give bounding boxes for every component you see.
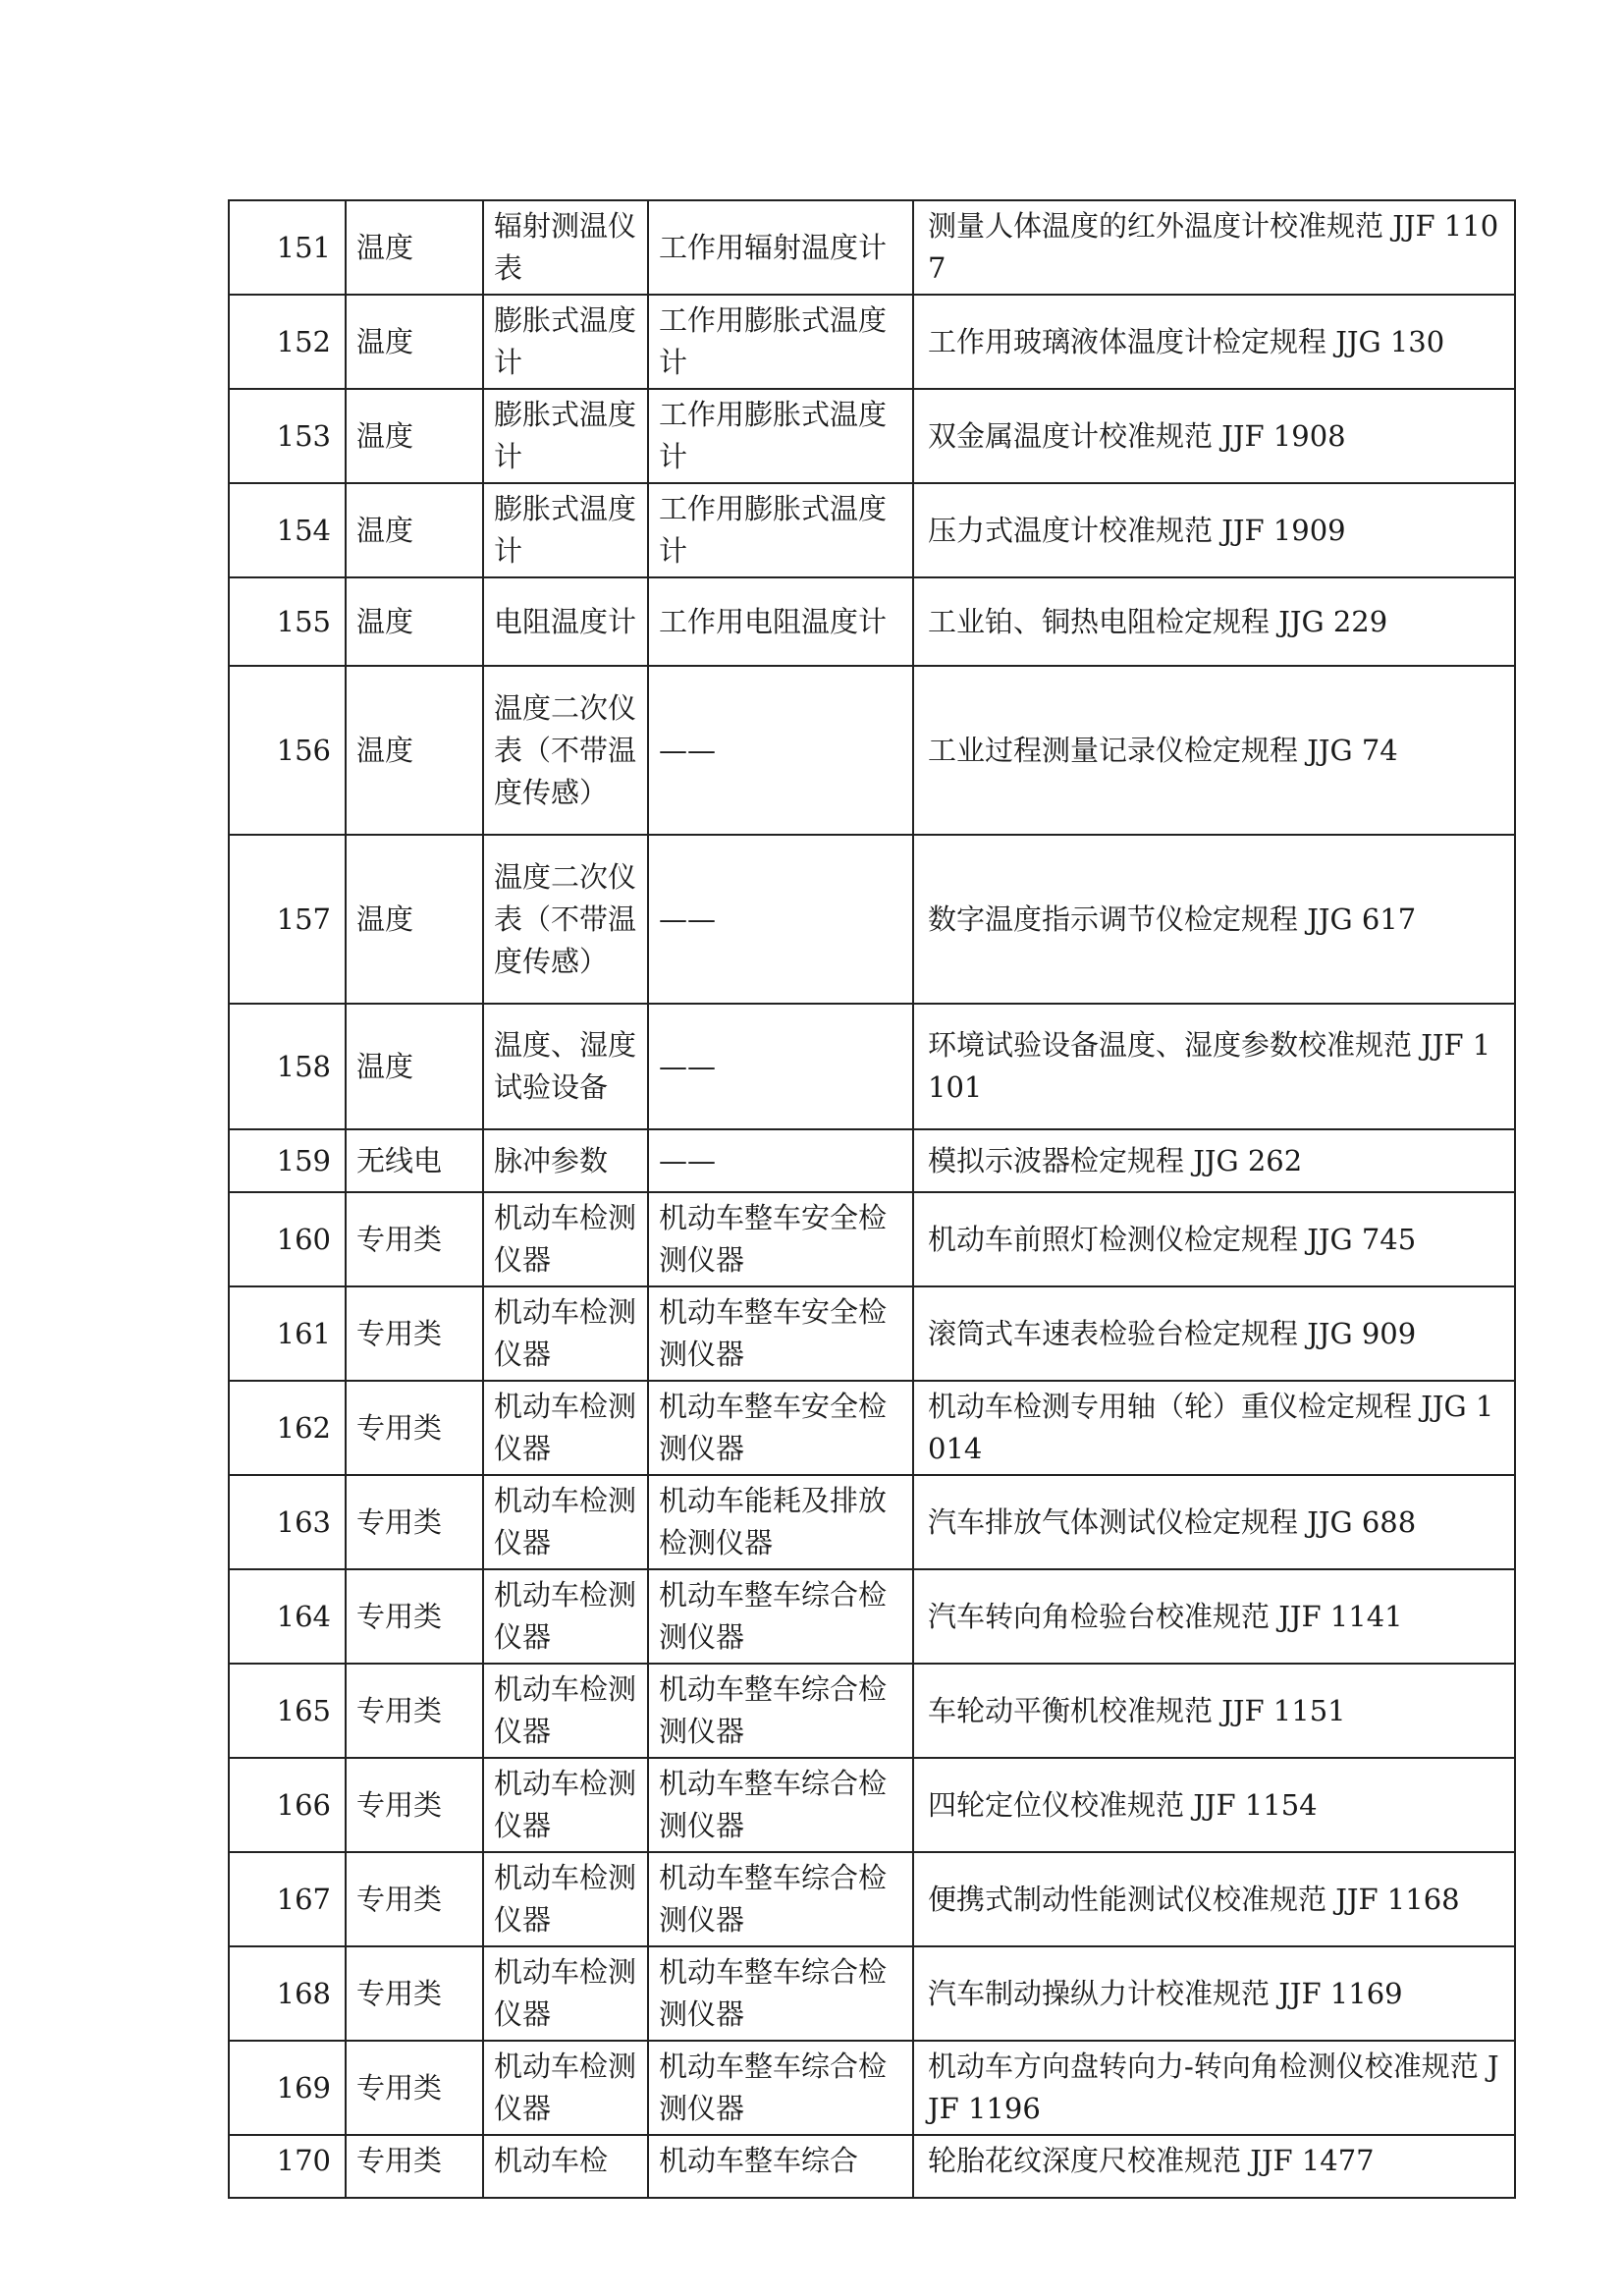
table-row bbox=[229, 1286, 1515, 1381]
category-cell: 温度 bbox=[346, 483, 483, 577]
sub-item-cell: 工作用膨胀式温度计 bbox=[648, 483, 913, 577]
category-cell: 专用类 bbox=[346, 2135, 483, 2198]
row-number: 164 bbox=[229, 1569, 346, 1664]
table-row bbox=[229, 577, 1515, 666]
category-cell: 温度 bbox=[346, 1004, 483, 1129]
standard-cell: 工业过程测量记录仪检定规程 JJG 74 bbox=[913, 666, 1515, 835]
table-row bbox=[229, 295, 1515, 389]
item-cell: 机动车检测仪器 bbox=[483, 1569, 648, 1664]
item-cell: 辐射测温仪表 bbox=[483, 200, 648, 295]
standard-cell: 车轮动平衡机校准规范 JJF 1151 bbox=[913, 1664, 1515, 1758]
row-number: 151 bbox=[229, 200, 346, 295]
standard-cell: 工作用玻璃液体温度计检定规程 JJG 130 bbox=[913, 295, 1515, 389]
table-row bbox=[229, 2041, 1515, 2135]
table-row bbox=[229, 1852, 1515, 1946]
sub-item-cell: 机动车能耗及排放检测仪器 bbox=[648, 1475, 913, 1569]
table-row bbox=[229, 1758, 1515, 1852]
table-row bbox=[229, 2135, 1515, 2198]
item-cell: 机动车检测仪器 bbox=[483, 1664, 648, 1758]
row-number: 152 bbox=[229, 295, 346, 389]
standard-cell: 工业铂、铜热电阻检定规程 JJG 229 bbox=[913, 577, 1515, 666]
standard-cell: 机动车方向盘转向力-转向角检测仪校准规范 JJF 1196 bbox=[913, 2041, 1515, 2135]
category-cell: 温度 bbox=[346, 835, 483, 1004]
table-row bbox=[229, 1381, 1515, 1475]
standard-cell: 数字温度指示调节仪检定规程 JJG 617 bbox=[913, 835, 1515, 1004]
sub-item-cell: 机动车整车综合检测仪器 bbox=[648, 1664, 913, 1758]
table-row bbox=[229, 835, 1515, 1004]
sub-item-cell: —— bbox=[648, 1129, 913, 1192]
row-number: 153 bbox=[229, 389, 346, 483]
row-number: 161 bbox=[229, 1286, 346, 1381]
category-cell: 温度 bbox=[346, 295, 483, 389]
sub-item-cell: —— bbox=[648, 666, 913, 835]
row-number: 167 bbox=[229, 1852, 346, 1946]
standards-table bbox=[228, 199, 1516, 2199]
sub-item-cell: 工作用电阻温度计 bbox=[648, 577, 913, 666]
table-row bbox=[229, 1475, 1515, 1569]
category-cell: 温度 bbox=[346, 666, 483, 835]
table-row bbox=[229, 1569, 1515, 1664]
standard-cell: 汽车转向角检验台校准规范 JJF 1141 bbox=[913, 1569, 1515, 1664]
category-cell: 专用类 bbox=[346, 1192, 483, 1286]
sub-item-cell: 机动车整车安全检测仪器 bbox=[648, 1381, 913, 1475]
sub-item-cell: 机动车整车综合检测仪器 bbox=[648, 2041, 913, 2135]
row-number: 170 bbox=[229, 2135, 346, 2198]
sub-item-cell: —— bbox=[648, 835, 913, 1004]
row-number: 158 bbox=[229, 1004, 346, 1129]
item-cell: 机动车检测仪器 bbox=[483, 1475, 648, 1569]
row-number: 155 bbox=[229, 577, 346, 666]
category-cell: 温度 bbox=[346, 389, 483, 483]
standard-cell: 测量人体温度的红外温度计校准规范 JJF 1107 bbox=[913, 200, 1515, 295]
sub-item-cell: 机动车整车综合检测仪器 bbox=[648, 1852, 913, 1946]
sub-item-cell: 机动车整车综合检测仪器 bbox=[648, 1758, 913, 1852]
row-number: 162 bbox=[229, 1381, 346, 1475]
table-row bbox=[229, 1664, 1515, 1758]
table-row bbox=[229, 389, 1515, 483]
standard-cell: 机动车检测专用轴（轮）重仪检定规程 JJG 1014 bbox=[913, 1381, 1515, 1475]
item-cell: 膨胀式温度计 bbox=[483, 483, 648, 577]
standard-cell: 滚筒式车速表检验台检定规程 JJG 909 bbox=[913, 1286, 1515, 1381]
sub-item-cell: 机动车整车安全检测仪器 bbox=[648, 1192, 913, 1286]
row-number: 160 bbox=[229, 1192, 346, 1286]
table-row bbox=[229, 483, 1515, 577]
item-cell: 膨胀式温度计 bbox=[483, 295, 648, 389]
table-row bbox=[229, 1129, 1515, 1192]
category-cell: 温度 bbox=[346, 200, 483, 295]
item-cell: 机动车检测仪器 bbox=[483, 1758, 648, 1852]
standard-cell: 压力式温度计校准规范 JJF 1909 bbox=[913, 483, 1515, 577]
item-cell: 机动车检测仪器 bbox=[483, 1192, 648, 1286]
row-number: 166 bbox=[229, 1758, 346, 1852]
category-cell: 温度 bbox=[346, 577, 483, 666]
item-cell: 机动车检测仪器 bbox=[483, 2041, 648, 2135]
item-cell: 电阻温度计 bbox=[483, 577, 648, 666]
sub-item-cell: 机动车整车综合 bbox=[648, 2135, 913, 2198]
sub-item-cell: 机动车整车安全检测仪器 bbox=[648, 1286, 913, 1381]
standard-cell: 模拟示波器检定规程 JJG 262 bbox=[913, 1129, 1515, 1192]
standard-cell: 双金属温度计校准规范 JJF 1908 bbox=[913, 389, 1515, 483]
item-cell: 机动车检测仪器 bbox=[483, 1852, 648, 1946]
row-number: 168 bbox=[229, 1946, 346, 2041]
standard-cell: 汽车排放气体测试仪检定规程 JJG 688 bbox=[913, 1475, 1515, 1569]
item-cell: 脉冲参数 bbox=[483, 1129, 648, 1192]
category-cell: 专用类 bbox=[346, 1946, 483, 2041]
item-cell: 机动车检测仪器 bbox=[483, 1381, 648, 1475]
row-number: 154 bbox=[229, 483, 346, 577]
row-number: 165 bbox=[229, 1664, 346, 1758]
item-cell: 膨胀式温度计 bbox=[483, 389, 648, 483]
sub-item-cell: 机动车整车综合检测仪器 bbox=[648, 1569, 913, 1664]
row-number: 157 bbox=[229, 835, 346, 1004]
table-row bbox=[229, 666, 1515, 835]
item-cell: 温度二次仪表（不带温度传感） bbox=[483, 666, 648, 835]
row-number: 169 bbox=[229, 2041, 346, 2135]
row-number: 159 bbox=[229, 1129, 346, 1192]
item-cell: 温度二次仪表（不带温度传感） bbox=[483, 835, 648, 1004]
category-cell: 专用类 bbox=[346, 1664, 483, 1758]
category-cell: 无线电 bbox=[346, 1129, 483, 1192]
standard-cell: 便携式制动性能测试仪校准规范 JJF 1168 bbox=[913, 1852, 1515, 1946]
standard-cell: 环境试验设备温度、湿度参数校准规范 JJF 1101 bbox=[913, 1004, 1515, 1129]
category-cell: 专用类 bbox=[346, 2041, 483, 2135]
sub-item-cell: 机动车整车综合检测仪器 bbox=[648, 1946, 913, 2041]
standard-cell: 轮胎花纹深度尺校准规范 JJF 1477 bbox=[913, 2135, 1515, 2198]
row-number: 163 bbox=[229, 1475, 346, 1569]
table-row bbox=[229, 1192, 1515, 1286]
sub-item-cell: 工作用膨胀式温度计 bbox=[648, 295, 913, 389]
standard-cell: 四轮定位仪校准规范 JJF 1154 bbox=[913, 1758, 1515, 1852]
sub-item-cell: 工作用辐射温度计 bbox=[648, 200, 913, 295]
category-cell: 专用类 bbox=[346, 1852, 483, 1946]
category-cell: 专用类 bbox=[346, 1381, 483, 1475]
item-cell: 机动车检测仪器 bbox=[483, 1286, 648, 1381]
row-number: 156 bbox=[229, 666, 346, 835]
item-cell: 机动车检 bbox=[483, 2135, 648, 2198]
table-row bbox=[229, 1004, 1515, 1129]
table-row bbox=[229, 1946, 1515, 2041]
item-cell: 机动车检测仪器 bbox=[483, 1946, 648, 2041]
category-cell: 专用类 bbox=[346, 1569, 483, 1664]
table-row bbox=[229, 200, 1515, 295]
category-cell: 专用类 bbox=[346, 1286, 483, 1381]
category-cell: 专用类 bbox=[346, 1475, 483, 1569]
category-cell: 专用类 bbox=[346, 1758, 483, 1852]
standard-cell: 汽车制动操纵力计校准规范 JJF 1169 bbox=[913, 1946, 1515, 2041]
sub-item-cell: —— bbox=[648, 1004, 913, 1129]
sub-item-cell: 工作用膨胀式温度计 bbox=[648, 389, 913, 483]
standard-cell: 机动车前照灯检测仪检定规程 JJG 745 bbox=[913, 1192, 1515, 1286]
item-cell: 温度、湿度试验设备 bbox=[483, 1004, 648, 1129]
